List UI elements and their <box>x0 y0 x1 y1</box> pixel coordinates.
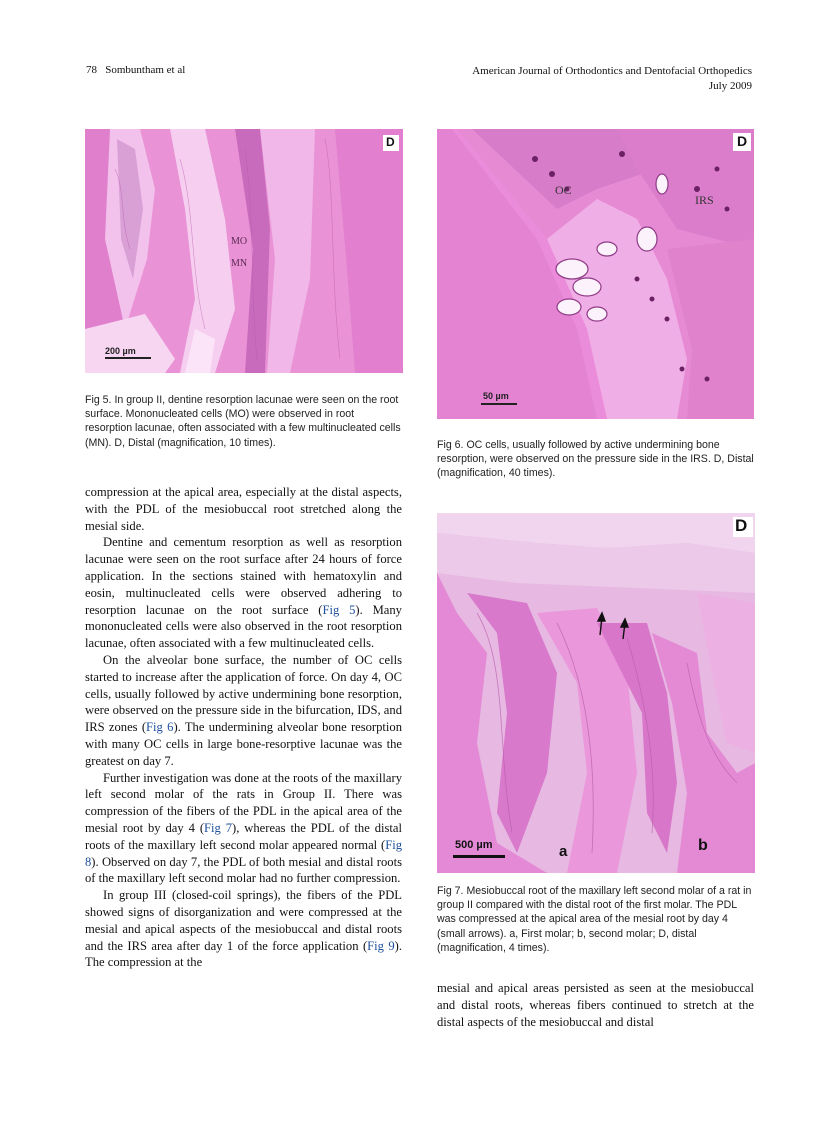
body-paragraph: mesial and apical areas persisted as seen at the mesiobuccal and distal roots, whereas fibers continued to stretch at the distal aspects of the mesiobuccal and distal <box>437 981 754 1029</box>
fig6-scale-bar <box>481 403 517 405</box>
page-number: 78 <box>86 64 97 76</box>
running-header-right <box>472 64 752 94</box>
fig7-label-a: a <box>559 843 568 860</box>
fig5-scale-bar <box>105 357 151 359</box>
figure-6-image <box>437 129 754 419</box>
fig6-scale-label: 50 µm <box>483 391 509 401</box>
fig-9-reference[interactable]: Fig 9 <box>367 938 395 953</box>
fig7-distal-label: D <box>735 516 748 535</box>
figure-5-caption: Fig 5. In group II, dentine resorption lacunae were seen on the root surface. Mononucleated cells (MO) were observed in root resorption lacunae, often associated with a few multinucleated cells (MN). D, Distal (magnification, 10 times). <box>85 394 401 449</box>
fig-5-reference[interactable]: Fig 5 <box>322 602 356 617</box>
fig-6-reference[interactable]: Fig 6 <box>146 720 174 735</box>
author-line: Sombuntham et al <box>105 64 186 76</box>
figure-7-image <box>437 513 755 873</box>
fig7-scale-label: 500 µm <box>455 839 493 851</box>
fig5-scale-label: 200 µm <box>105 346 136 356</box>
fig-8-reference[interactable]: Fig 8 <box>85 837 402 869</box>
body-paragraph: Further investigation was done at the roots of the maxillary left second molar of the rats in Group II. There was compression of the fibers of the PDL in the apical area of the mesial root by day 4 (Fig 7), whereas the PDL of the distal roots of the maxillary left second molar appeared normal (Fig 8). Observed on day 7, the PDL of both mesial and distal roots of the maxillary left second molar had no further compression. <box>85 770 402 886</box>
fig7-scale-bar <box>453 855 505 858</box>
body-paragraph: Dentine and cementum resorption as well as resorption lacunae were seen on the root surface after 24 hours of force application. In the sections stained with hematoxylin and eosin, multinucleated cells were observed adhering to resorption lacunae on the root surface (Fig 5). Many mononucleated cells were also observed in the root resorption lacunae, often associated with a few multinucleated cells. <box>85 535 402 651</box>
figure-7-caption: Fig 7. Mesiobuccal root of the maxillary left second molar of a rat in group II compared with the distal root of the first molar. The PDL was compressed at the apical area of the mesial root by day 4 (small arrows). a, First molar; b, second molar; D, distal (magnification, 4 times). <box>437 885 752 954</box>
fig5-distal-label: D <box>386 135 395 149</box>
fig7-label-b: b <box>698 837 708 854</box>
fig5-mo-label: MO <box>231 236 248 247</box>
body-right-column <box>437 980 754 1030</box>
fig6-distal-label: D <box>737 133 748 149</box>
journal-title: American Journal of Orthodontics and Dentofacial Orthopedics <box>472 65 752 77</box>
body-paragraph: In group III (closed-coil springs), the fibers of the PDL showed signs of disorganization and were compressed at the mesial and apical aspects of the mesiobuccal and distal roots and the IRS area after day 1 of the force application (Fig 9). The compression at the <box>85 888 402 970</box>
fig5-mn-label: MN <box>231 258 248 269</box>
body-left-column <box>85 484 402 971</box>
body-paragraph: On the alveolar bone surface, the number of OC cells started to increase after the application of force. On day 4, OC cells, usually followed by active undermining bone resorption, were observed on the pressure side in the bifurcation, IDS, and IRS zones (Fig 6). The undermining alveolar bone resorption with many OC cells in large bone-resorptive lacunae was the greatest on day 7. <box>85 652 403 768</box>
fig-7-reference[interactable]: Fig 7 <box>204 820 233 835</box>
figure-5-image <box>85 129 403 373</box>
body-paragraph: compression at the apical area, especially at the distal aspects, with the PDL of the mesiobuccal root stretched along the mesial side. <box>85 485 402 533</box>
running-header-left <box>86 64 185 76</box>
fig6-irs-label: IRS <box>695 193 714 207</box>
figure-6-caption: Fig 6. OC cells, usually followed by active undermining bone resorption, were observed on the pressure side in the IRS. D, Distal (magnification, 40 times). <box>437 439 754 480</box>
fig6-oc-label: OC <box>555 183 572 197</box>
issue-date: July 2009 <box>708 80 752 92</box>
